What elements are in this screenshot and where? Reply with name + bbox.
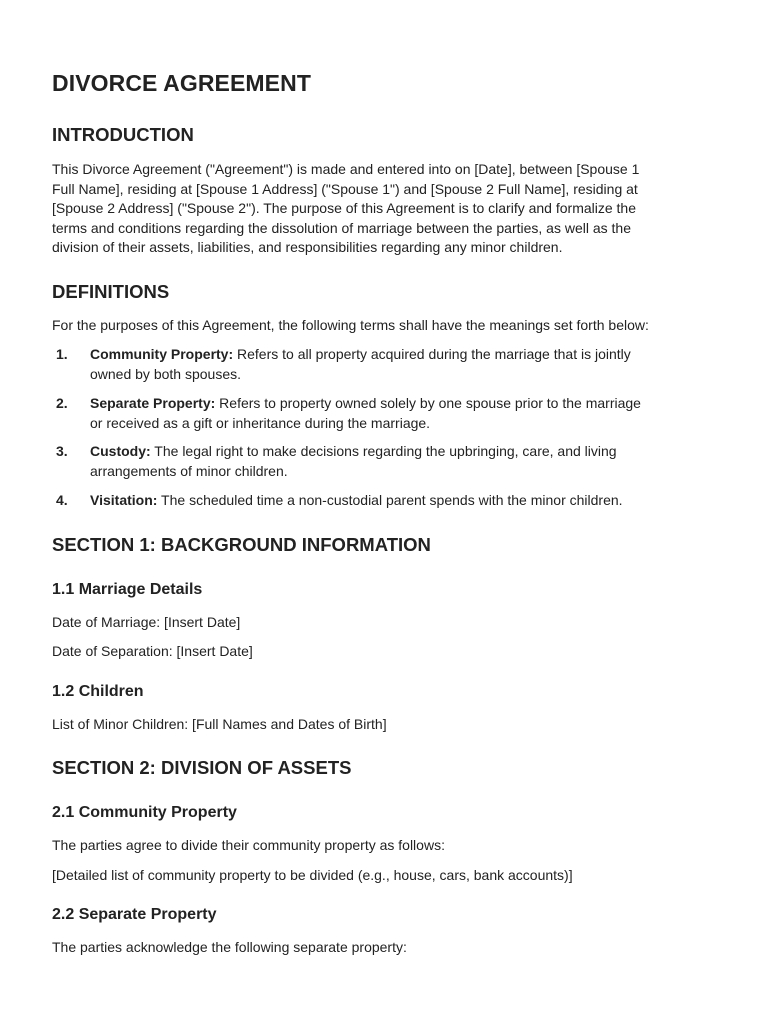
definition-term: Community Property: xyxy=(90,346,234,362)
definition-body xyxy=(90,394,710,433)
introduction-line: [Spouse 2 Address] ("Spouse 2"). The purpose of this Agreement is to clarify and formalize the xyxy=(52,200,636,217)
definitions-heading: DEFINITIONS xyxy=(52,281,170,302)
definition-text: The legal right to make decisions regarding the upbringing, care, and living xyxy=(150,443,617,459)
definition-term: Separate Property: xyxy=(90,395,216,411)
date-of-separation: Date of Separation: [Insert Date] xyxy=(52,643,253,659)
definitions-intro: For the purposes of this Agreement, the following terms shall have the meanings set forth below: xyxy=(52,317,649,333)
introduction-line: division of their assets, liabilities, and responsibilities regarding any minor children. xyxy=(52,239,563,256)
definition-text: arrangements of minor children. xyxy=(90,462,288,479)
document-title: DIVORCE AGREEMENT xyxy=(52,70,311,96)
definition-text: Refers to property owned solely by one spouse prior to the marriage xyxy=(215,395,641,411)
community-property-heading: 2.1 Community Property xyxy=(52,804,237,821)
definition-text: The scheduled time a non-custodial parent spends with the minor children. xyxy=(157,492,623,508)
definition-term: Custody: xyxy=(90,443,151,459)
marriage-details-heading: 1.1 Marriage Details xyxy=(52,581,203,598)
definition-number: 1. xyxy=(56,346,68,362)
definition-text: or received as a gift or inheritance during the marriage. xyxy=(90,414,431,431)
definition-number: 4. xyxy=(56,492,68,508)
separate-property-text: The parties acknowledge the following separate property: xyxy=(52,939,407,955)
definition-term: Visitation: xyxy=(90,492,158,508)
children-list: List of Minor Children: [Full Names and Dates of Birth] xyxy=(52,716,387,732)
community-property-text: The parties agree to divide their community property as follows: xyxy=(52,837,445,853)
section1-heading: SECTION 1: BACKGROUND INFORMATION xyxy=(52,534,431,555)
community-property-list: [Detailed list of community property to be divided (e.g., house, cars, bank accounts)] xyxy=(52,867,573,883)
separate-property-heading: 2.2 Separate Property xyxy=(52,906,217,923)
introduction-line: Full Name], residing at [Spouse 1 Address] ("Spouse 1") and [Spouse 2 Full Name], residing at xyxy=(52,180,638,197)
definition-text: owned by both spouses. xyxy=(90,365,241,382)
definition-body xyxy=(90,491,710,511)
definition-number: 2. xyxy=(56,395,68,411)
introduction-paragraph xyxy=(52,160,720,258)
introduction-heading: INTRODUCTION xyxy=(52,124,194,145)
date-of-marriage: Date of Marriage: [Insert Date] xyxy=(52,614,241,630)
definition-number: 3. xyxy=(56,443,68,459)
introduction-line: terms and conditions regarding the dissolution of marriage between the parties, as well as the xyxy=(52,219,631,236)
definition-text: Refers to all property acquired during the marriage that is jointly xyxy=(233,346,631,362)
children-heading: 1.2 Children xyxy=(52,683,144,700)
introduction-line: This Divorce Agreement ("Agreement") is made and entered into on [Date], between [Spouse 1 xyxy=(52,161,640,177)
section2-heading: SECTION 2: DIVISION OF ASSETS xyxy=(52,757,352,778)
definition-body xyxy=(90,345,710,384)
definition-body xyxy=(90,442,710,481)
